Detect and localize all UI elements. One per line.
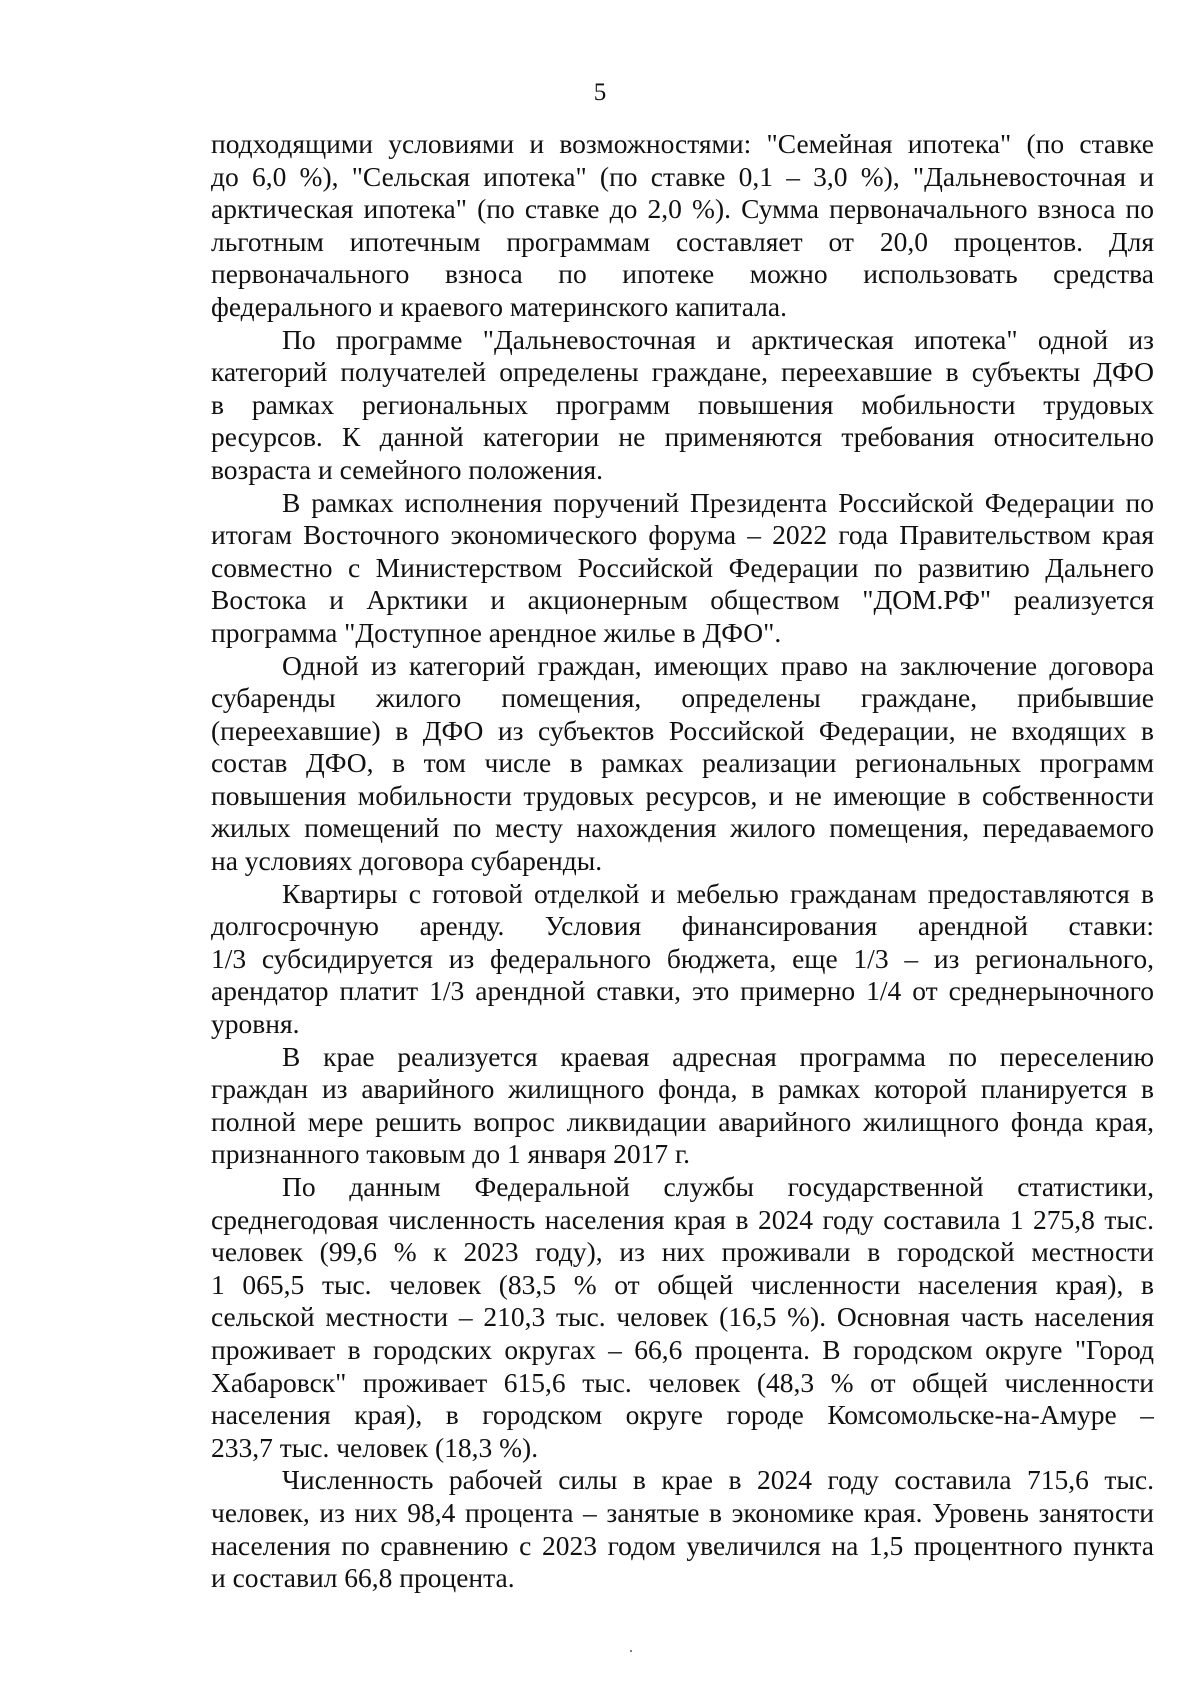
- text-line: первоначального взноса по ипотеке можно использовать средства: [211, 258, 1154, 290]
- text-line: на условиях договора субаренды.: [211, 845, 603, 877]
- text-line: состав ДФО, в том числе в рамках реализации региональных программ: [211, 747, 1154, 779]
- text-line: В крае реализуется краевая адресная программа по переселению: [282, 1040, 1154, 1072]
- text-line: арктическая ипотека" (по ставке до 2,0 %). Сумма первоначального взноса по: [211, 193, 1154, 225]
- text-line: 1 065,5 тыс. человек (83,5 % от общей численности населения края), в: [211, 1268, 1154, 1300]
- text-line: населения по сравнению с 2023 годом увеличился на 1,5 процентного пункта: [211, 1529, 1154, 1561]
- text-line: и составил 66,8 процента.: [211, 1562, 515, 1594]
- text-line: человек (99,6 % к 2023 году), из них проживали в городской местности: [211, 1236, 1154, 1268]
- text-line: совместно с Министерством Российской Федерации по развитию Дальнего: [211, 551, 1154, 583]
- text-line: Хабаровск" проживает 615,6 тыс. человек (48,3 % от общей численности: [211, 1366, 1154, 1398]
- text-line: итогам Восточного экономического форума – 2022 года Правительством края: [211, 519, 1154, 551]
- page-number: 5: [593, 79, 607, 106]
- text-line: льготным ипотечным программам составляет от 20,0 процентов. Для: [211, 225, 1154, 257]
- text-line: среднегодовая численность населения края в 2024 году составила 1 275,8 тыс.: [211, 1203, 1154, 1235]
- text-line: Численность рабочей силы в крае в 2024 году составила 715,6 тыс.: [282, 1464, 1154, 1496]
- text-line: Квартиры с готовой отделкой и мебелью гражданам предоставляются в: [282, 877, 1154, 909]
- text-line: В рамках исполнения поручений Президента Российской Федерации по: [282, 486, 1154, 518]
- text-line: населения края), в городском округе городе Комсомольске-на-Амуре –: [211, 1399, 1154, 1431]
- text-line: граждан из аварийного жилищного фонда, в рамках которой планируется в: [211, 1073, 1154, 1105]
- text-line: Востока и Арктики и акционерным обществом "ДОМ.РФ" реализуется: [211, 584, 1154, 616]
- text-line: По программе "Дальневосточная и арктическая ипотека" одной из: [282, 323, 1154, 355]
- text-line: подходящими условиями и возможностями: "Семейная ипотека" (по ставке: [211, 128, 1154, 159]
- text-line: По данным Федеральной службы государственной статистики,: [282, 1171, 1154, 1202]
- text-line: уровня.: [211, 1008, 300, 1040]
- text-line: субаренды жилого помещения, определены граждане, прибывшие: [211, 682, 1154, 714]
- text-line: Одной из категорий граждан, имеющих право на заключение договора: [282, 649, 1154, 681]
- text-line: человек, из них 98,4 процента – занятые в экономике края. Уровень занятости: [211, 1496, 1154, 1528]
- text-line: проживает в городских округах – 66,6 процента. В городском округе "Город: [211, 1333, 1154, 1365]
- text-line: долгосрочную аренду. Условия финансирования арендной ставки:: [211, 910, 1154, 942]
- text-line: категорий получателей определены граждане, переехавшие в субъекты ДФО: [211, 356, 1154, 388]
- text-line: 1/3 субсидируется из федерального бюджета, еще 1/3 – из регионального,: [211, 942, 1154, 974]
- text-line: сельской местности – 210,3 тыс. человек (16,5 %). Основная часть населения: [211, 1301, 1154, 1333]
- text-line: возраста и семейного положения.: [211, 453, 604, 485]
- document-body: [211, 128, 1154, 1595]
- text-line: (переехавшие) в ДФО из субъектов Российской Федерации, не входящих в: [211, 714, 1154, 746]
- text-line: признанного таковым до 1 января 2017 г.: [211, 1138, 691, 1170]
- text-line: повышения мобильности трудовых ресурсов, и не имеющие в собственности: [211, 779, 1154, 811]
- text-line: жилых помещений по месту нахождения жилого помещения, передаваемого: [211, 812, 1154, 844]
- text-line: в рамках региональных программ повышения мобильности трудовых: [211, 388, 1154, 420]
- text-line: полной мере решить вопрос ликвидации аварийного жилищного фонда края,: [211, 1105, 1154, 1137]
- text-line: федерального и краевого материнского капитала.: [211, 290, 787, 322]
- text-line: арендатор платит 1/3 арендной ставки, это примерно 1/4 от среднерыночного: [211, 975, 1154, 1007]
- text-line: программа "Доступное арендное жилье в ДФО".: [211, 616, 782, 648]
- text-line: 233,7 тыс. человек (18,3 %).: [211, 1431, 539, 1463]
- text-line: ресурсов. К данной категории не применяются требования относительно: [211, 421, 1154, 453]
- scan-speck: [630, 1650, 632, 1652]
- text-line: до 6,0 %), "Сельская ипотека" (по ставке 0,1 – 3,0 %), "Дальневосточная и: [211, 160, 1154, 192]
